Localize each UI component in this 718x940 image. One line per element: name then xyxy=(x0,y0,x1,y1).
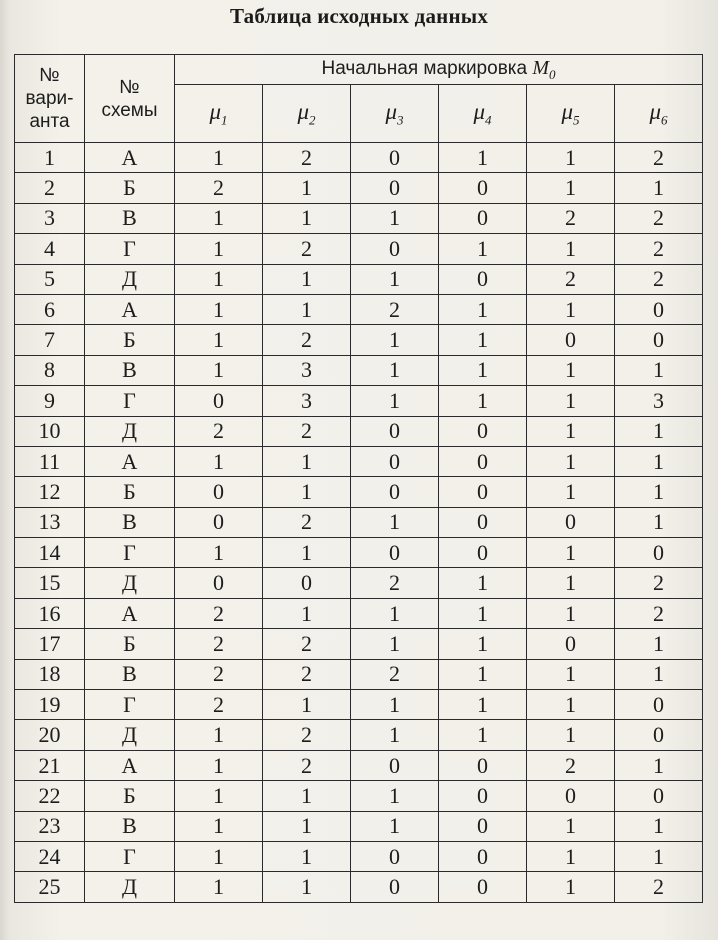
mu-value-cell: 1 xyxy=(439,690,527,720)
mu-value-cell: 1 xyxy=(263,538,351,568)
mu-value-cell: 0 xyxy=(439,538,527,568)
table-row xyxy=(15,750,703,780)
mu-value-cell: 0 xyxy=(615,294,703,324)
mu-value-cell: 1 xyxy=(527,659,615,689)
mu-value-cell: 1 xyxy=(351,811,439,841)
mu-value-cell: 2 xyxy=(615,143,703,173)
table-row xyxy=(15,629,703,659)
table-row xyxy=(15,841,703,871)
mu-value-cell: 1 xyxy=(351,264,439,294)
mu-value-cell: 1 xyxy=(439,598,527,628)
mu-value-cell: 1 xyxy=(527,143,615,173)
mu-value-cell: 2 xyxy=(175,690,263,720)
mu-value-cell: 0 xyxy=(351,173,439,203)
mu-subscript: 5 xyxy=(573,112,580,128)
variant-cell: 8 xyxy=(15,355,85,385)
mu-value-cell: 0 xyxy=(351,538,439,568)
scheme-cell: Г xyxy=(85,690,175,720)
table-row xyxy=(15,568,703,598)
mu-value-cell: 0 xyxy=(439,264,527,294)
table-row xyxy=(15,386,703,416)
scheme-cell: В xyxy=(85,203,175,233)
mu-value-cell: 2 xyxy=(527,264,615,294)
mu-symbol: μ xyxy=(209,98,222,124)
variant-cell: 15 xyxy=(15,568,85,598)
mu-value-cell: 0 xyxy=(615,325,703,355)
mu-value-cell: 2 xyxy=(263,507,351,537)
mu-value-cell: 1 xyxy=(527,598,615,628)
variant-cell: 6 xyxy=(15,294,85,324)
mu-value-cell: 2 xyxy=(263,659,351,689)
mu-value-cell: 0 xyxy=(615,538,703,568)
mu-value-cell: 0 xyxy=(175,477,263,507)
marking-header xyxy=(175,55,703,85)
scheme-cell: Г xyxy=(85,538,175,568)
mu-value-cell: 0 xyxy=(527,629,615,659)
mu-value-cell: 1 xyxy=(351,386,439,416)
mu-value-cell: 0 xyxy=(351,841,439,871)
mu-value-cell: 1 xyxy=(615,416,703,446)
mu-symbol: μ xyxy=(297,98,310,124)
mu-value-cell: 0 xyxy=(439,507,527,537)
mu-header-5 xyxy=(527,85,615,143)
mu-value-cell: 1 xyxy=(351,690,439,720)
mu-value-cell: 1 xyxy=(351,325,439,355)
variant-cell: 16 xyxy=(15,598,85,628)
table-row xyxy=(15,507,703,537)
mu-value-cell: 1 xyxy=(615,629,703,659)
mu-value-cell: 1 xyxy=(351,507,439,537)
variant-cell: 23 xyxy=(15,811,85,841)
mu-symbol: μ xyxy=(561,98,574,124)
mu-value-cell: 2 xyxy=(615,568,703,598)
scheme-cell: Д xyxy=(85,568,175,598)
marking-symbol-letter: M xyxy=(532,56,550,79)
mu-value-cell: 2 xyxy=(615,203,703,233)
mu-value-cell: 1 xyxy=(263,690,351,720)
mu-value-cell: 2 xyxy=(615,598,703,628)
mu-value-cell: 0 xyxy=(175,386,263,416)
mu-value-cell: 1 xyxy=(351,781,439,811)
mu-value-cell: 2 xyxy=(527,203,615,233)
mu-value-cell: 2 xyxy=(175,598,263,628)
mu-value-cell: 2 xyxy=(263,416,351,446)
variant-cell: 2 xyxy=(15,173,85,203)
mu-value-cell: 1 xyxy=(351,629,439,659)
mu-value-cell: 0 xyxy=(439,477,527,507)
mu-value-cell: 1 xyxy=(527,841,615,871)
mu-value-cell: 1 xyxy=(263,598,351,628)
mu-value-cell: 0 xyxy=(439,781,527,811)
mu-subscript: 4 xyxy=(485,112,492,128)
variant-cell: 24 xyxy=(15,841,85,871)
table-header xyxy=(15,55,703,143)
variant-cell: 25 xyxy=(15,872,85,902)
mu-value-cell: 0 xyxy=(527,507,615,537)
mu-value-cell: 0 xyxy=(527,325,615,355)
mu-value-cell: 1 xyxy=(439,325,527,355)
mu-value-cell: 1 xyxy=(175,538,263,568)
variant-cell: 18 xyxy=(15,659,85,689)
table-row xyxy=(15,659,703,689)
scheme-cell: В xyxy=(85,659,175,689)
mu-value-cell: 0 xyxy=(175,507,263,537)
mu-value-cell: 0 xyxy=(351,477,439,507)
mu-value-cell: 2 xyxy=(527,750,615,780)
scheme-header xyxy=(85,55,175,143)
mu-value-cell: 1 xyxy=(527,690,615,720)
table-row xyxy=(15,446,703,476)
scheme-cell: Д xyxy=(85,264,175,294)
mu-value-cell: 1 xyxy=(439,355,527,385)
mu-value-cell: 2 xyxy=(263,629,351,659)
table-row xyxy=(15,173,703,203)
mu-value-cell: 1 xyxy=(175,720,263,750)
mu-value-cell: 0 xyxy=(615,781,703,811)
scheme-cell: А xyxy=(85,750,175,780)
variant-cell: 22 xyxy=(15,781,85,811)
mu-value-cell: 2 xyxy=(175,173,263,203)
table-row xyxy=(15,355,703,385)
mu-value-cell: 1 xyxy=(527,720,615,750)
mu-value-cell: 1 xyxy=(439,720,527,750)
mu-value-cell: 1 xyxy=(263,203,351,233)
mu-value-cell: 2 xyxy=(175,629,263,659)
mu-value-cell: 2 xyxy=(263,143,351,173)
variant-cell: 10 xyxy=(15,416,85,446)
mu-value-cell: 2 xyxy=(351,294,439,324)
mu-value-cell: 1 xyxy=(263,477,351,507)
mu-value-cell: 2 xyxy=(351,659,439,689)
table-row xyxy=(15,872,703,902)
table-row xyxy=(15,477,703,507)
mu-value-cell: 1 xyxy=(175,234,263,264)
table-row xyxy=(15,143,703,173)
mu-value-cell: 1 xyxy=(175,811,263,841)
mu-value-cell: 1 xyxy=(263,781,351,811)
variant-cell: 1 xyxy=(15,143,85,173)
mu-value-cell: 1 xyxy=(615,173,703,203)
mu-value-cell: 0 xyxy=(351,143,439,173)
mu-value-cell: 1 xyxy=(351,720,439,750)
variant-header-line2: вари- xyxy=(25,88,74,109)
mu-value-cell: 1 xyxy=(527,416,615,446)
mu-value-cell: 0 xyxy=(615,720,703,750)
mu-value-cell: 1 xyxy=(263,872,351,902)
variant-cell: 20 xyxy=(15,720,85,750)
mu-value-cell: 2 xyxy=(175,416,263,446)
scheme-header-line1: № xyxy=(119,76,140,98)
mu-value-cell: 2 xyxy=(263,234,351,264)
mu-subscript: 6 xyxy=(661,112,668,128)
mu-value-cell: 1 xyxy=(175,781,263,811)
mu-value-cell: 1 xyxy=(263,811,351,841)
table-row xyxy=(15,203,703,233)
mu-value-cell: 1 xyxy=(439,629,527,659)
mu-value-cell: 1 xyxy=(527,294,615,324)
source-data-table xyxy=(14,54,703,903)
mu-value-cell: 1 xyxy=(615,811,703,841)
mu-value-cell: 1 xyxy=(615,841,703,871)
mu-value-cell: 1 xyxy=(439,294,527,324)
variant-cell: 11 xyxy=(15,446,85,476)
table-row xyxy=(15,264,703,294)
mu-value-cell: 0 xyxy=(439,416,527,446)
mu-value-cell: 1 xyxy=(615,477,703,507)
mu-value-cell: 1 xyxy=(439,386,527,416)
mu-value-cell: 1 xyxy=(351,355,439,385)
mu-value-cell: 3 xyxy=(615,386,703,416)
scheme-cell: В xyxy=(85,355,175,385)
mu-value-cell: 1 xyxy=(263,446,351,476)
variant-cell: 7 xyxy=(15,325,85,355)
mu-value-cell: 0 xyxy=(175,568,263,598)
table-row xyxy=(15,781,703,811)
mu-symbol: μ xyxy=(649,98,662,124)
mu-value-cell: 1 xyxy=(175,325,263,355)
mu-symbol: μ xyxy=(385,98,398,124)
mu-value-cell: 1 xyxy=(175,203,263,233)
mu-subscript: 2 xyxy=(309,112,316,128)
scheme-cell: А xyxy=(85,446,175,476)
mu-value-cell: 0 xyxy=(263,568,351,598)
scheme-cell: Г xyxy=(85,841,175,871)
mu-value-cell: 1 xyxy=(615,750,703,780)
mu-subscript: 1 xyxy=(221,112,228,128)
variant-cell: 9 xyxy=(15,386,85,416)
mu-value-cell: 1 xyxy=(175,446,263,476)
scheme-cell: Б xyxy=(85,325,175,355)
mu-value-cell: 0 xyxy=(527,781,615,811)
mu-value-cell: 1 xyxy=(263,264,351,294)
scheme-cell: В xyxy=(85,507,175,537)
scheme-cell: Г xyxy=(85,386,175,416)
mu-value-cell: 1 xyxy=(351,598,439,628)
scheme-cell: Б xyxy=(85,173,175,203)
variant-cell: 5 xyxy=(15,264,85,294)
mu-value-cell: 0 xyxy=(439,841,527,871)
scheme-cell: Г xyxy=(85,234,175,264)
mu-value-cell: 2 xyxy=(615,872,703,902)
mu-value-cell: 0 xyxy=(615,690,703,720)
mu-value-cell: 0 xyxy=(439,173,527,203)
table-title: Таблица исходных данных xyxy=(229,4,489,28)
mu-value-cell: 2 xyxy=(351,568,439,598)
mu-subscript: 3 xyxy=(397,112,404,128)
table-row xyxy=(15,416,703,446)
mu-value-cell: 1 xyxy=(615,355,703,385)
mu-value-cell: 0 xyxy=(439,811,527,841)
mu-value-cell: 0 xyxy=(351,416,439,446)
mu-value-cell: 1 xyxy=(175,750,263,780)
mu-value-cell: 1 xyxy=(175,355,263,385)
table-row xyxy=(15,690,703,720)
mu-value-cell: 1 xyxy=(175,841,263,871)
marking-label: Начальная маркировка xyxy=(321,57,528,79)
mu-value-cell: 0 xyxy=(439,203,527,233)
variant-cell: 21 xyxy=(15,750,85,780)
table-row xyxy=(15,598,703,628)
mu-value-cell: 1 xyxy=(527,811,615,841)
mu-header-3 xyxy=(351,85,439,143)
variant-cell: 3 xyxy=(15,203,85,233)
variant-header xyxy=(15,55,85,143)
table-row xyxy=(15,720,703,750)
table-row xyxy=(15,234,703,264)
mu-value-cell: 1 xyxy=(439,659,527,689)
mu-value-cell: 1 xyxy=(615,659,703,689)
table-row xyxy=(15,294,703,324)
mu-symbol: μ xyxy=(473,98,486,124)
variant-cell: 12 xyxy=(15,477,85,507)
mu-header-1 xyxy=(175,85,263,143)
mu-value-cell: 1 xyxy=(439,234,527,264)
mu-value-cell: 2 xyxy=(263,720,351,750)
mu-value-cell: 3 xyxy=(263,355,351,385)
mu-value-cell: 2 xyxy=(175,659,263,689)
mu-value-cell: 1 xyxy=(527,477,615,507)
scheme-cell: А xyxy=(85,294,175,324)
mu-value-cell: 1 xyxy=(263,841,351,871)
scheme-cell: Б xyxy=(85,629,175,659)
mu-value-cell: 1 xyxy=(175,143,263,173)
table-body xyxy=(15,143,703,903)
variant-cell: 19 xyxy=(15,690,85,720)
variant-cell: 17 xyxy=(15,629,85,659)
variant-header-line3: анта xyxy=(29,111,70,132)
mu-value-cell: 0 xyxy=(351,872,439,902)
mu-value-cell: 1 xyxy=(527,538,615,568)
mu-value-cell: 1 xyxy=(527,446,615,476)
scheme-cell: А xyxy=(85,598,175,628)
variant-cell: 13 xyxy=(15,507,85,537)
mu-value-cell: 2 xyxy=(615,234,703,264)
scheme-cell: Д xyxy=(85,720,175,750)
mu-value-cell: 1 xyxy=(527,173,615,203)
mu-value-cell: 0 xyxy=(351,750,439,780)
mu-value-cell: 0 xyxy=(351,234,439,264)
mu-value-cell: 1 xyxy=(527,872,615,902)
mu-value-cell: 1 xyxy=(527,234,615,264)
marking-symbol xyxy=(532,56,556,82)
mu-value-cell: 1 xyxy=(615,446,703,476)
mu-value-cell: 1 xyxy=(527,568,615,598)
scheme-cell: Б xyxy=(85,781,175,811)
mu-value-cell: 0 xyxy=(439,872,527,902)
mu-value-cell: 2 xyxy=(263,750,351,780)
mu-value-cell: 1 xyxy=(439,143,527,173)
variant-header-line1: № xyxy=(39,65,60,86)
mu-header-4 xyxy=(439,85,527,143)
mu-value-cell: 1 xyxy=(351,203,439,233)
variant-cell: 4 xyxy=(15,234,85,264)
variant-cell: 14 xyxy=(15,538,85,568)
mu-header-6 xyxy=(615,85,703,143)
scheme-cell: Д xyxy=(85,416,175,446)
scheme-cell: А xyxy=(85,143,175,173)
mu-value-cell: 3 xyxy=(263,386,351,416)
scheme-cell: В xyxy=(85,811,175,841)
mu-value-cell: 1 xyxy=(263,294,351,324)
scheme-cell: Б xyxy=(85,477,175,507)
mu-value-cell: 0 xyxy=(351,446,439,476)
mu-value-cell: 1 xyxy=(527,386,615,416)
scheme-header-line2: схемы xyxy=(101,99,158,121)
mu-value-cell: 1 xyxy=(175,264,263,294)
table-row xyxy=(15,325,703,355)
mu-value-cell: 0 xyxy=(439,446,527,476)
marking-symbol-sub: 0 xyxy=(549,66,556,82)
mu-value-cell: 2 xyxy=(263,325,351,355)
scheme-cell: Д xyxy=(85,872,175,902)
table-row xyxy=(15,538,703,568)
mu-value-cell: 1 xyxy=(615,507,703,537)
mu-value-cell: 1 xyxy=(175,294,263,324)
mu-value-cell: 1 xyxy=(439,568,527,598)
mu-header-2 xyxy=(263,85,351,143)
mu-value-cell: 2 xyxy=(615,264,703,294)
mu-value-cell: 1 xyxy=(175,872,263,902)
mu-value-cell: 1 xyxy=(263,173,351,203)
table-row xyxy=(15,811,703,841)
mu-value-cell: 0 xyxy=(439,750,527,780)
mu-value-cell: 1 xyxy=(527,355,615,385)
